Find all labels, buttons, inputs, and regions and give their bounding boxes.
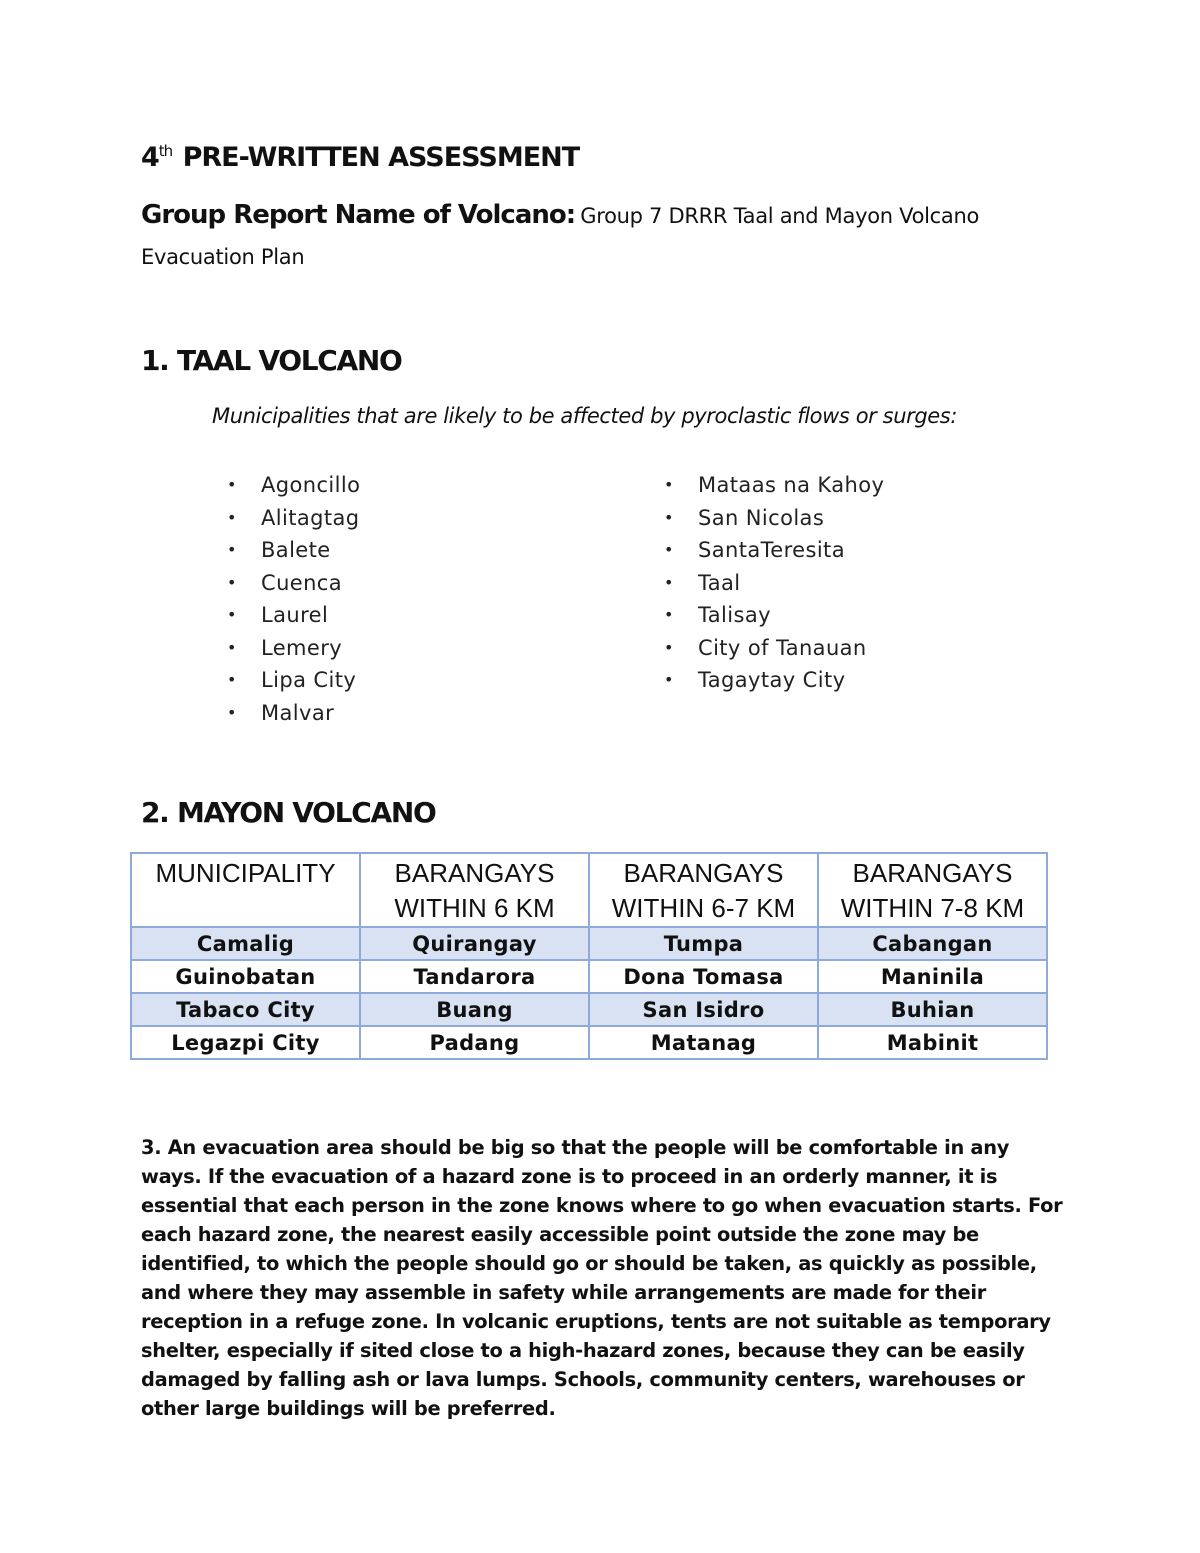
municipality-name: Alitagtag bbox=[261, 505, 360, 530]
table-cell: Tandarora bbox=[360, 960, 589, 993]
bullet-icon: • bbox=[227, 605, 237, 624]
bullet-icon: • bbox=[664, 507, 674, 527]
municipality-name: San Nicolas bbox=[698, 505, 825, 530]
municipality-name: Lemery bbox=[261, 635, 343, 660]
table-cell: Tabaco City bbox=[131, 993, 360, 1026]
table-cell: Cabangan bbox=[818, 927, 1047, 960]
table-cell: San Isidro bbox=[589, 993, 818, 1026]
municipality-list-left bbox=[227, 469, 361, 729]
table-cell: Matanag bbox=[589, 1026, 818, 1059]
municipality-name: Laurel bbox=[261, 603, 329, 627]
title-text: PRE-WRITTEN ASSESSMENT bbox=[182, 142, 580, 173]
evacuation-paragraph: 3. An evacuation area should be big so that the people will be comfortable in any ways. If the evacuation of a hazard zone is to proceed in an orderly manner, it is essential that each person in the zone knows where to go when evacuation starts. For each hazard zone, the nearest easily accessible point outside the zone may be identified, to which the people should go or should be taken, as quickly as possible, and where they may assemble in safety while arrangements are made for their reception in a refuge zone. In volcanic eruptions, tents are not suitable as temporary shelter, especially if sited close to a high-hazard zones, because they can be easily damaged by falling ash or lava lumps. Schools, community centers, warehouses or other large buildings will be preferred. bbox=[141, 1136, 1063, 1420]
municipality-name: Talisay bbox=[698, 603, 771, 627]
bullet-icon: • bbox=[664, 637, 674, 657]
list-item bbox=[664, 599, 884, 632]
mayon-barangay-table bbox=[130, 852, 1048, 1060]
municipality-name: Taal bbox=[698, 570, 741, 595]
group-report-line bbox=[141, 200, 979, 230]
table-cell: Camalig bbox=[131, 927, 360, 960]
municipality-list-right bbox=[664, 469, 885, 697]
bullet-icon: • bbox=[664, 475, 674, 494]
table-cell: Dona Tomasa bbox=[589, 960, 818, 993]
table-row bbox=[131, 1026, 1047, 1059]
municipalities-subheading: Municipalities that are likely to be affected by pyroclastic flows or surges: bbox=[212, 404, 958, 428]
table-cell: Padang bbox=[360, 1026, 589, 1059]
bullet-icon: • bbox=[227, 475, 237, 494]
table-cell: Maninila bbox=[818, 960, 1047, 993]
list-item bbox=[664, 567, 884, 600]
list-item bbox=[227, 697, 360, 730]
group-report-value: Group 7 DRRR Taal and Mayon Volcano bbox=[580, 204, 980, 228]
municipality-name: Agoncillo bbox=[261, 473, 361, 497]
municipality-name: Balete bbox=[261, 538, 331, 562]
municipality-name: Malvar bbox=[261, 700, 335, 725]
table-header-municipality: MUNICIPALITY bbox=[131, 853, 360, 927]
title-number: 4 bbox=[141, 142, 159, 173]
municipality-name: Tagaytay City bbox=[698, 668, 846, 692]
list-item bbox=[227, 469, 361, 502]
bullet-icon: • bbox=[227, 670, 237, 689]
table-header-within-7-8km: BARANGAYS WITHIN 7-8 KM bbox=[818, 853, 1047, 927]
municipality-name: Mataas na Kahoy bbox=[698, 473, 885, 497]
list-item bbox=[227, 567, 360, 600]
table-cell: Mabinit bbox=[818, 1026, 1047, 1059]
list-item bbox=[227, 632, 360, 665]
table-cell: Guinobatan bbox=[131, 960, 360, 993]
bullet-icon: • bbox=[227, 702, 237, 722]
table-row bbox=[131, 993, 1047, 1026]
list-item bbox=[227, 534, 360, 567]
page-title bbox=[141, 142, 579, 173]
bullet-icon: • bbox=[664, 572, 674, 592]
municipality-name: Cuenca bbox=[261, 570, 343, 595]
table-header-within-6km: BARANGAYS WITHIN 6 KM bbox=[360, 853, 589, 927]
municipality-name: Lipa City bbox=[261, 668, 357, 692]
title-superscript: th bbox=[158, 142, 173, 160]
table-cell: Tumpa bbox=[589, 927, 818, 960]
municipality-name: City of Tanauan bbox=[698, 635, 867, 660]
table-cell: Quirangay bbox=[360, 927, 589, 960]
table-header-within-6-7km: BARANGAYS WITHIN 6-7 KM bbox=[589, 853, 818, 927]
bullet-icon: • bbox=[227, 540, 237, 559]
list-item bbox=[227, 599, 360, 632]
bullet-icon: • bbox=[227, 572, 237, 592]
table-row bbox=[131, 927, 1047, 960]
table-cell: Legazpi City bbox=[131, 1026, 360, 1059]
bullet-icon: • bbox=[664, 605, 674, 624]
list-item bbox=[227, 502, 360, 535]
list-item bbox=[664, 632, 884, 665]
list-item bbox=[664, 502, 884, 535]
bullet-icon: • bbox=[664, 670, 674, 689]
list-item bbox=[664, 664, 884, 697]
group-report-value-continued: Evacuation Plan bbox=[141, 245, 305, 269]
bullet-icon: • bbox=[227, 637, 237, 657]
table-cell: Buang bbox=[360, 993, 589, 1026]
list-item bbox=[664, 469, 885, 502]
list-item bbox=[227, 664, 360, 697]
bullet-icon: • bbox=[664, 540, 674, 559]
table-row bbox=[131, 960, 1047, 993]
mayon-volcano-heading: 2. MAYON VOLCANO bbox=[141, 796, 436, 829]
taal-volcano-heading: 1. TAAL VOLCANO bbox=[141, 344, 402, 377]
list-item bbox=[664, 534, 884, 567]
table-cell: Buhian bbox=[818, 993, 1047, 1026]
table-header-row bbox=[131, 853, 1047, 927]
municipality-name: SantaTeresita bbox=[698, 538, 845, 562]
group-report-label: Group Report Name of Volcano: bbox=[141, 200, 576, 230]
bullet-icon: • bbox=[227, 507, 237, 527]
